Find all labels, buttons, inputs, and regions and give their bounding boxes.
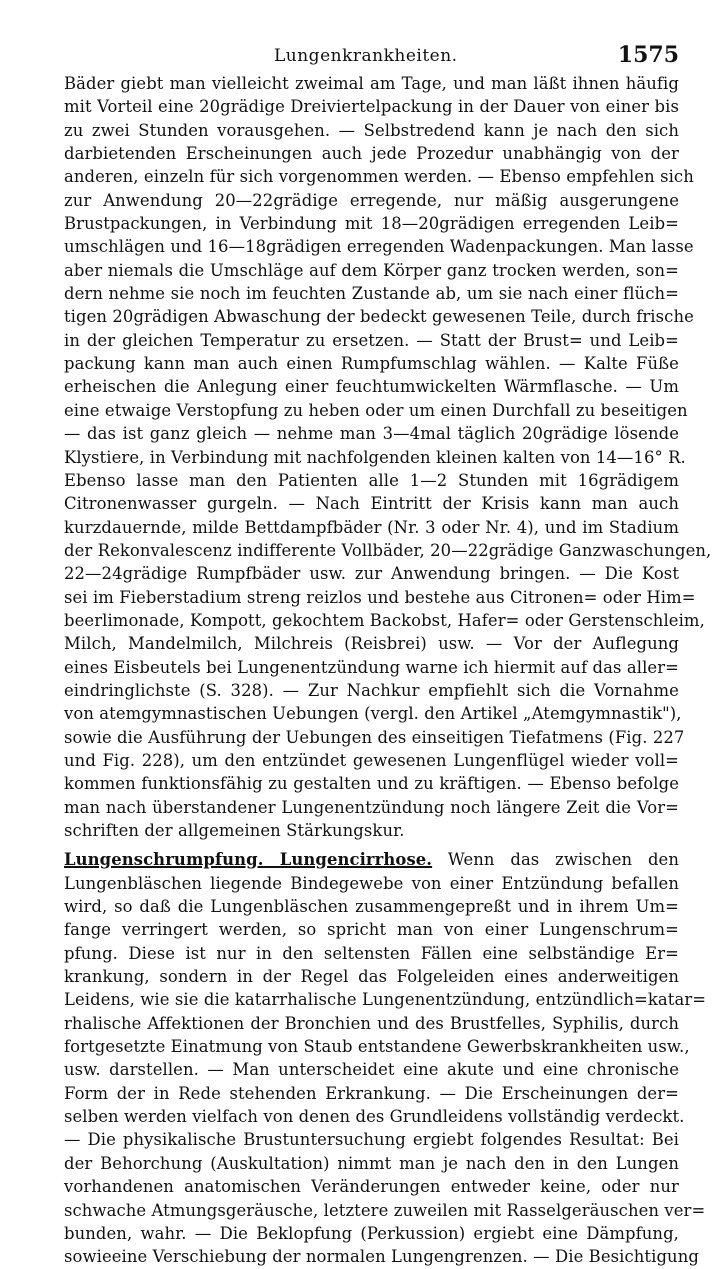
text-line: vorhandenen anatomischen Veränderungen entweder keine, oder nur <box>64 1177 679 1197</box>
text-line: beerlimonade, Kompott, gekochtem Backobst, Hafer= oder Gerstenschleim, <box>64 610 705 630</box>
text-line: Klystiere, in Verbindung mit nachfolgenden kleinen kalten von 14—16° R. <box>64 447 686 467</box>
text-line <box>64 848 679 871</box>
page-header <box>64 38 679 72</box>
text-line: Form der in Rede stehenden Erkrankung. — Die Erscheinungen der= <box>64 1083 679 1103</box>
text-line: zur Anwendung 20—22grädige erregende, nur mäßig ausgerungene <box>64 190 679 210</box>
text-line: erheischen die Anlegung einer feuchtumwickelten Wärmflasche. — Um <box>64 377 679 397</box>
running-title: Lungenkrankheiten. <box>274 46 458 66</box>
text-line: eindringlichste (S. 328). — Zur Nachkur empfiehlt sich die Vornahme <box>64 680 679 700</box>
text-line: anderen, einzeln für sich vorgenommen werden. — Ebenso empfehlen sich <box>64 167 694 187</box>
text-line: usw. darstellen. — Man unterscheidet eine akute und eine chronische <box>64 1060 679 1080</box>
text-line: sowie die Ausführung der Uebungen des einseitigen Tiefatmens (Fig. 227 <box>64 727 685 747</box>
text-line: tigen 20grädigen Abwaschung der bedeckt gewesenen Teile, durch frische <box>64 307 694 327</box>
text-line: bunden, wahr. — Die Beklopfung (Perkussion) ergiebt eine Dämpfung, <box>64 1223 679 1243</box>
text-line: kurzdauernde, milde Bettdampfbäder (Nr. 3 oder Nr. 4), und im Stadium <box>64 517 679 537</box>
text-line: pfung. Diese ist nur in den seltensten Fällen eine selbständige Er= <box>64 943 679 963</box>
text-line: schriften der allgemeinen Stärkungskur. <box>64 821 405 840</box>
text-line: in der gleichen Temperatur zu ersetzen. — Statt der Brust= und Leib= <box>64 330 679 350</box>
text-line: krankung, sondern in der Regel das Folgeleiden eines anderweitigen <box>64 967 679 987</box>
page-number: 1575 <box>617 42 679 68</box>
text-line: von atemgymnastischen Uebungen (vergl. den Artikel „Atemgymnastik"), <box>64 704 682 724</box>
text-line: Brustpackungen, in Verbindung mit 18—20grädigen erregenden Leib= <box>64 214 679 234</box>
text-line: sei im Fieberstadium streng reizlos und bestehe aus Citronen= oder Him= <box>64 587 696 607</box>
text-line: man nach überstandener Lungenentzündung noch längere Zeit die Vor= <box>64 797 679 817</box>
text-line: zu zwei Stunden vorausgehen. — Selbstredend kann je nach den sich <box>64 120 679 140</box>
text-line: packung kann man auch einen Rumpfumschlag wählen. — Kalte Füße <box>64 354 679 374</box>
text-line: — Die physikalische Brustuntersuchung ergiebt folgendes Resultat: Bei <box>64 1130 679 1150</box>
text-line: Ebenso lasse man den Patienten alle 1—2 Stunden mit 16grädigem <box>64 470 679 490</box>
text-line: rhalische Affektionen der Bronchien und des Brustfelles, Syphilis, durch <box>64 1013 679 1033</box>
text-line: eine etwaige Verstopfung zu heben oder um einen Durchfall zu beseitigen <box>64 400 688 420</box>
text-line: schwache Atmungsgeräusche, letztere zuweilen mit Rasselgeräuschen ver= <box>64 1200 706 1220</box>
text-line: dern nehme sie noch im feuchten Zustande ab, um sie nach einer flüch= <box>64 284 679 304</box>
text-line: aber niemals die Umschläge auf dem Körper ganz trocken werden, son= <box>64 260 679 280</box>
text-line: fortgesetzte Einatmung von Staub entstandene Gewerbskrankheiten usw., <box>64 1037 690 1057</box>
text-line: der Behorchung (Auskultation) nimmt man je nach den in den Lungen <box>64 1153 679 1173</box>
text-line: fange verringert werden, so spricht man von einer Lungenschrum= <box>64 920 679 940</box>
text-line: darbietenden Erscheinungen auch jede Prozedur unabhängig von der <box>64 144 679 164</box>
paragraph-lung-cirrhosis <box>64 848 707 1268</box>
text-line: wird, so daß die Lungenbläschen zusammengepreßt und in ihrem Um= <box>64 897 679 917</box>
text-line: eines Eisbeutels bei Lungenentzündung warne ich hiermit auf das aller= <box>64 657 679 677</box>
text-line: Citronenwasser gurgeln. — Nach Eintritt der Krisis kann man auch <box>64 494 679 514</box>
text-line: kommen funktionsfähig zu gestalten und zu kräftigen. — Ebenso befolge <box>64 774 679 794</box>
text-line: und Fig. 228), um den entzündet gewesenen Lungenflügel wieder voll= <box>64 750 679 770</box>
text-line: umschlägen und 16—18grädigen erregenden Wadenpackungen. Man lasse <box>64 237 694 257</box>
paragraph-lung-treatment <box>64 72 712 842</box>
text-line: Lungenbläschen liegende Bindegewebe von einer Entzündung befallen <box>64 873 679 893</box>
text-line: sowieeine Verschiebung der normalen Lungengrenzen. — Die Besichtigung <box>64 1247 699 1267</box>
section-heading: Lungenschrumpfung. Lungencirrhose. <box>64 850 433 870</box>
text-line: — das ist ganz gleich — nehme man 3—4mal täglich 20grädige lösende <box>64 424 679 444</box>
text-line: 22—24grädige Rumpfbäder usw. zur Anwendung bringen. — Die Kost <box>64 564 679 584</box>
text-line: selben werden vielfach von denen des Grundleidens vollständig verdeckt. <box>64 1107 685 1127</box>
text-line: Milch, Mandelmilch, Milchreis (Reisbrei) usw. — Vor der Auflegung <box>64 634 679 654</box>
heading-line-rest: Wenn das zwischen den <box>432 850 679 870</box>
text-line: der Rekonvalescenz indifferente Vollbäder, 20—22grädige Ganzwaschungen, <box>64 540 712 560</box>
text-line: Leidens, wie sie die katarrhalische Lungenentzündung, entzündlich=katar= <box>64 990 707 1010</box>
text-line: mit Vorteil eine 20grädige Dreiviertelpackung in der Dauer von einer bis <box>64 97 679 117</box>
text-line: Bäder giebt man vielleicht zweimal am Tage, und man läßt ihnen häufig <box>64 74 679 93</box>
